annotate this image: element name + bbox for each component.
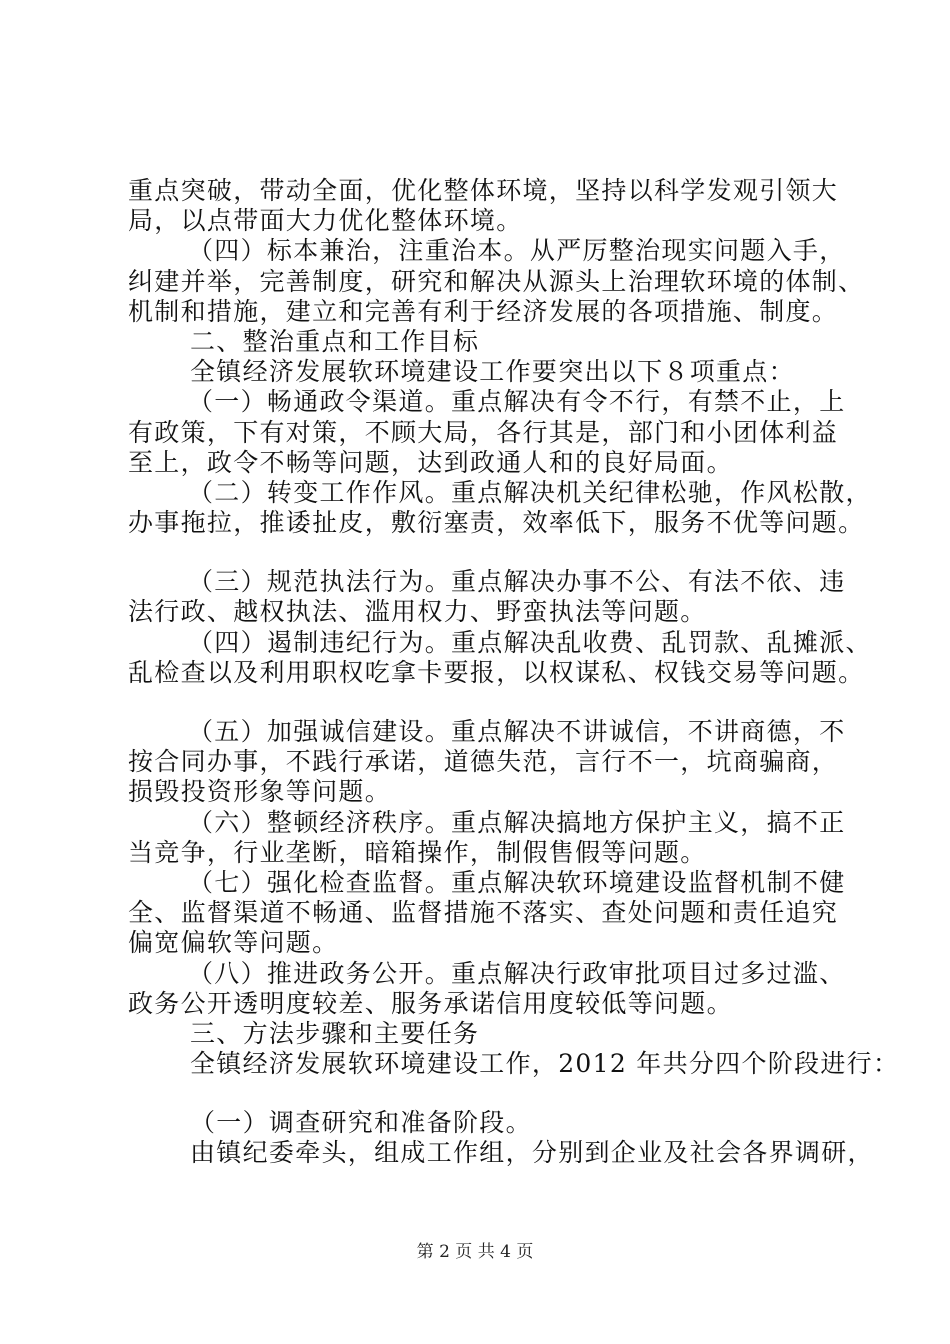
paragraph-line: （六）整顿经济秩序。重点解决搞地方保护主义，搞不正 xyxy=(188,807,846,837)
paragraph-line: （四）遏制违纪行为。重点解决乱收费、乱罚款、乱摊派、 xyxy=(188,627,872,657)
paragraph-line: （三）规范执法行为。重点解决办事不公、有法不依、违 xyxy=(188,567,846,597)
paragraph-gap xyxy=(128,688,838,717)
section-heading: 三、方法步骤和主要任务 xyxy=(190,1018,480,1048)
paragraph-line: 法行政、越权执法、滥用权力、野蛮执法等问题。 xyxy=(128,597,707,627)
paragraph-line: 有政策，下有对策，不顾大局，各行其是，部门和小团体利益 xyxy=(128,417,839,447)
section-heading: 二、整治重点和工作目标 xyxy=(190,326,480,356)
paragraph-line: 办事拖拉，推诿扯皮，敷衍塞责，效率低下，服务不优等问题。 xyxy=(128,508,865,538)
paragraph-line: （八）推进政务公开。重点解决行政审批项目过多过滥、 xyxy=(188,958,846,988)
document-body xyxy=(128,176,900,1169)
paragraph-line: 按合同办事，不践行承诺，道德失范，言行不一，坑商骗商， xyxy=(128,747,839,777)
paragraph-line: （二）转变工作作风。重点解决机关纪律松驰，作风松散， xyxy=(188,477,872,507)
paragraph-gap xyxy=(128,1079,838,1108)
paragraph-line: 由镇纪委牵头，组成工作组，分别到企业及社会各界调研， xyxy=(190,1138,874,1168)
paragraph-line: 纠建并举，完善制度，研究和解决从源头上治理软环境的体制、 xyxy=(128,266,865,296)
paragraph-line: （一）畅通政令渠道。重点解决有令不行，有禁不止，上 xyxy=(188,387,846,417)
paragraph-line: 全镇经济发展软环境建设工作，2012 年共分四个阶段进行： xyxy=(190,1049,900,1079)
paragraph-line: 全镇经济发展软环境建设工作要突出以下８项重点： xyxy=(190,357,795,387)
paragraph-line: 重点突破，带动全面，优化整体环境，坚持以科学发观引领大 xyxy=(128,176,839,205)
paragraph-line: 乱检查以及利用职权吃拿卡要报，以权谋私、权钱交易等问题。 xyxy=(128,657,865,687)
paragraph-line: 机制和措施，建立和完善有利于经济发展的各项措施、制度。 xyxy=(128,296,839,326)
paragraph-line: 至上，政令不畅等问题，达到政通人和的良好局面。 xyxy=(128,447,733,477)
subsection-heading: （一）调查研究和准备阶段。 xyxy=(190,1108,532,1138)
paragraph-line: 政务公开透明度较差、服务承诺信用度较低等问题。 xyxy=(128,988,733,1018)
paragraph-line: （七）强化检查监督。重点解决软环境建设监督机制不健 xyxy=(188,867,846,897)
paragraph-line: 局，以点带面大力优化整体环境。 xyxy=(128,206,523,236)
paragraph-gap xyxy=(128,538,838,567)
paragraph-line: （四）标本兼治，注重治本。从严厉整治现实问题入手， xyxy=(188,236,846,266)
paragraph-line: 偏宽偏软等问题。 xyxy=(128,928,339,958)
page-number-footer: 第 2 页 共 4 页 xyxy=(416,1242,534,1262)
paragraph-line: 当竞争，行业垄断，暗箱操作，制假售假等问题。 xyxy=(128,837,707,867)
paragraph-line: 全、监督渠道不畅通、监督措施不落实、查处问题和责任追究 xyxy=(128,898,839,928)
paragraph-line: （五）加强诚信建设。重点解决不讲诚信，不讲商德，不 xyxy=(188,717,846,746)
paragraph-line: 损毁投资形象等问题。 xyxy=(128,777,392,807)
